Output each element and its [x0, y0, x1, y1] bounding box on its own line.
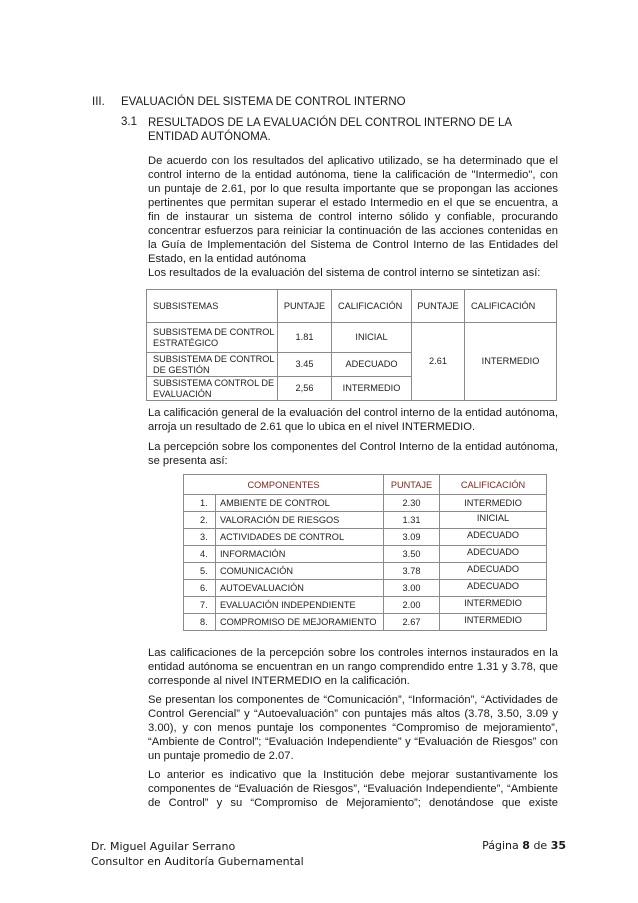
paragraph-components-detail: Se presentan los componentes de “Comunicación”, “Información”, “Actividades de Control Gerencial” y “Autoevaluación” con puntajes más altos (3.78, 3.50, 3.09 y 3.00), y con menos puntaje los componentes “Compromiso de mejoramiento”, “Ambiente de Control”; “Evaluación Independiente” y “Evaluación de Riesgos” con un puntaje promedio de 2.07. [148, 694, 558, 762]
component-rating: INTERMEDIO [440, 597, 547, 614]
footer-author: Dr. Miguel Aguilar Serrano [91, 840, 236, 853]
total-rating: INTERMEDIO [465, 323, 557, 401]
subsystem-rating: ADECUADO [332, 353, 412, 377]
component-name: AUTOEVALUACIÓN [216, 580, 384, 597]
component-rating: ADECUADO [440, 563, 547, 580]
component-rating: ADECUADO [440, 546, 547, 563]
component-score: 3.50 [384, 546, 440, 563]
component-name: AMBIENTE DE CONTROL [216, 495, 384, 512]
component-name: EVALUACIÓN INDEPENDIENTE [216, 597, 384, 614]
component-score: 3.78 [384, 563, 440, 580]
header-calificacion-total: CALIFICACIÓN [465, 290, 557, 323]
component-number: 4. [184, 546, 216, 563]
component-score: 2.00 [384, 597, 440, 614]
component-number: 2. [184, 512, 216, 529]
component-rating: INICIAL [440, 512, 547, 529]
component-rating: ADECUADO [440, 529, 547, 546]
component-name: VALORACIÓN DE RIESGOS [216, 512, 384, 529]
subsystem-name: SUBSISTEMA DE CONTROL ESTRATÉGICO [147, 323, 278, 353]
table-row [184, 614, 547, 631]
subsystems-table [146, 289, 557, 401]
header-puntaje-total: PUNTAJE [412, 290, 465, 323]
table-row [184, 495, 547, 512]
table-header-row [147, 290, 557, 323]
page-total: 35 [550, 839, 566, 852]
page-label: Página [482, 839, 519, 852]
component-number: 3. [184, 529, 216, 546]
component-name: COMPROMISO DE MEJORAMIENTO [216, 614, 384, 631]
subsection-number: 3.1 [121, 116, 137, 128]
paragraph-range: Las calificaciones de la percepción sobre los controles internos instaurados en la entidad autónoma se encuentran en un rango comprendido entre 1.31 y 3.78, que corresponde al nivel INTERMEDIO en la calificación. [148, 647, 558, 687]
component-name: ACTIVIDADES DE CONTROL [216, 529, 384, 546]
page-number [468, 839, 566, 852]
component-score: 3.00 [384, 580, 440, 597]
table-row [184, 597, 547, 614]
table-row [147, 323, 557, 353]
table-header-row [184, 475, 547, 495]
page-of: de [533, 839, 548, 852]
page-current: 8 [522, 839, 530, 852]
component-score: 1.31 [384, 512, 440, 529]
component-score: 3.09 [384, 529, 440, 546]
header-calificacion: CALIFICACIÓN [440, 475, 547, 495]
paragraph-conclusion: Lo anterior es indicativo que la Institución debe mejorar sustantivamente los componentes de “Evaluación de Riesgos”, “Evaluación Independiente”, “Ambiente de Control” y su “Compromiso de Mejoramiento”; denotándose que existe [148, 769, 558, 809]
table-row [184, 512, 547, 529]
component-rating: INTERMEDIO [440, 614, 547, 631]
subsystem-score: 2,56 [278, 377, 332, 401]
component-number: 5. [184, 563, 216, 580]
table-row [184, 580, 547, 597]
component-rating: ADECUADO [440, 580, 547, 597]
subsystem-score: 3.45 [278, 353, 332, 377]
total-score: 2.61 [412, 323, 465, 401]
table-row [184, 546, 547, 563]
component-name: COMUNICACIÓN [216, 563, 384, 580]
component-name: INFORMACIÓN [216, 546, 384, 563]
components-table [183, 474, 547, 631]
paragraph-perception-lead: La percepción sobre los componentes del Control Interno de la entidad autónoma, se presenta así: [148, 441, 558, 467]
paragraph-intro: De acuerdo con los resultados del aplicativo utilizado, se ha determinado que el control interno de la entidad autónoma, tiene la calificación de "Intermedio", con un puntaje de 2.61, por lo que resulta importante que se propongan las acciones pertinentes que permitan superar el estado Intermedio en el que se encuentra, a fin de instaurar un sistema de control interno sólido y confiable, procurando concentrar esfuerzos para reiniciar la continuación de las acciones contenidas en la Guía de Implementación del Sistema de Control Interno de las Entidades del Estado, en la entidad autónoma [148, 155, 558, 265]
subsystem-name: SUBSISTEMA CONTROL DE EVALUACIÓN [147, 377, 278, 401]
header-calificacion: CALIFICACIÓN [332, 290, 412, 323]
section-title: EVALUACIÓN DEL SISTEMA DE CONTROL INTERNO [121, 96, 406, 108]
header-puntaje: PUNTAJE [278, 290, 332, 323]
header-componentes: COMPONENTES [184, 475, 384, 495]
subsection-title: RESULTADOS DE LA EVALUACIÓN DEL CONTROL INTERNO DE LA ENTIDAD AUTÓNOMA. [148, 117, 512, 143]
component-number: 1. [184, 495, 216, 512]
footer-role: Consultor en Auditoría Gubernamental [91, 855, 304, 868]
subsystem-rating: INICIAL [332, 323, 412, 353]
component-number: 8. [184, 614, 216, 631]
subsystem-rating: INTERMEDIO [332, 377, 412, 401]
paragraph-summary-lead: Los resultados de la evaluación del sistema de control interno se sintetizan así: [148, 267, 541, 279]
section-number: III. [92, 96, 105, 108]
header-subsistemas: SUBSISTEMAS [147, 290, 278, 323]
table-row [184, 529, 547, 546]
subsystem-name: SUBSISTEMA DE CONTROL DE GESTIÓN [147, 353, 278, 377]
component-number: 7. [184, 597, 216, 614]
footer-author-block [91, 839, 304, 869]
component-score: 2.67 [384, 614, 440, 631]
paragraph-general-rating: La calificación general de la evaluación del control interno de la entidad autónoma, arroja un resultado de 2.61 que lo ubica en el nivel INTERMEDIO. [148, 407, 558, 433]
subsystem-score: 1.81 [278, 323, 332, 353]
header-puntaje: PUNTAJE [384, 475, 440, 495]
component-number: 6. [184, 580, 216, 597]
component-rating: INTERMEDIO [440, 495, 547, 512]
table-row [184, 563, 547, 580]
component-score: 2.30 [384, 495, 440, 512]
